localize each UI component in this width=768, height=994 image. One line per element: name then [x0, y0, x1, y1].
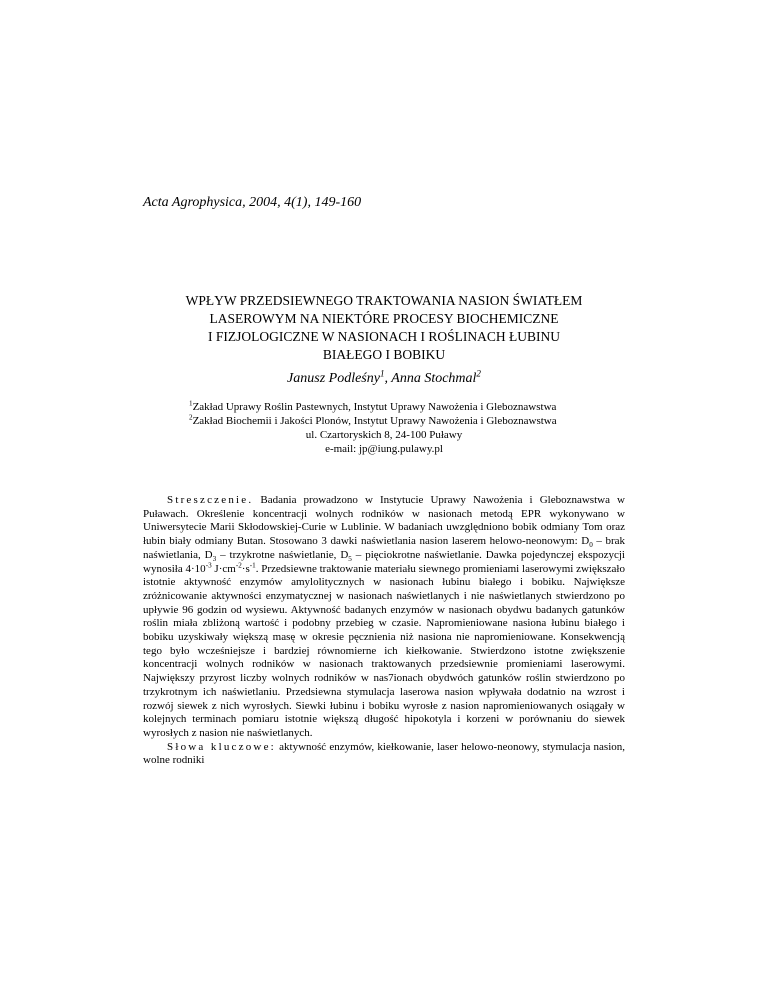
exponent: -1: [249, 560, 256, 569]
author-name: Anna Stochmal: [391, 371, 477, 386]
abstract-label: Streszczenie.: [167, 494, 254, 506]
keywords-label: Słowa kluczowe:: [167, 740, 276, 753]
abstract-paragraph: [143, 494, 625, 741]
abstract-text: Badania prowadzono w Instytucie Uprawy Nawożenia i Gleboznawstwa w Puławach. Określenie koncentracji wolnych rodników w nasionach metodą EPR wykonywano w Uniwersytecie Marii Skłodowskiej-Curie w Lublinie. W badaniach uwzględniono bobik odmiany Tom oraz łubin biały odmiany Butan. Stosowano 3 dawki naświetlania nasion laserem helowo-neonowym: D: [143, 494, 625, 548]
contact-email: e-mail: jp@iung.pulawy.pl: [325, 443, 443, 455]
affiliation-mark: 2: [189, 413, 193, 422]
keywords-paragraph: [143, 741, 625, 768]
dose-subscript: 0: [589, 541, 593, 550]
abstract-text: – brak naświetlania, D: [143, 535, 626, 561]
author-separator: ,: [384, 371, 392, 386]
affiliation-2: [100, 414, 668, 428]
title-line: LASEROWYM NA NIEKTÓRE PROCESY BIOCHEMICZNE: [209, 311, 559, 326]
affiliation-text: Zakład Biochemii i Jakości Plonów, Instytut Uprawy Nawożenia i Gleboznawstwa: [192, 415, 557, 427]
affiliations: [100, 400, 668, 456]
abstract-text: – pięciokrotne naświetlanie. Dawka pojedynczej ekspozycji wynosiła 4·10: [143, 548, 625, 575]
exponent: -2: [235, 560, 242, 569]
author-list: [100, 368, 668, 387]
title-line: WPŁYW PRZEDSIEWNEGO TRAKTOWANIA NASION ŚWIATŁEM: [185, 293, 583, 308]
exponent: -3: [205, 560, 212, 569]
postal-address: ul. Czartoryskich 8, 24-100 Puławy: [305, 429, 463, 441]
keywords-text: aktywność enzymów, kiełkowanie, laser helowo-neonowy, stymulacja nasion, wolne rodniki: [143, 740, 626, 767]
title-line: BIAŁEGO I BOBIKU: [322, 347, 446, 362]
author-affiliation-mark: 2: [476, 368, 481, 379]
abstract-text: . Przedsiewne traktowanie materiału siewnego promieniami laserowymi zwiększało istotnie aktywność enzymów amylolitycznych w nasionach łubinu białego i bobiku. Największe zróżnicowanie aktywności enzymatycznej w nasionach naświetlanych i nie naświetlanych stwierdzono po upływie 96 godzin od wysiewu. Aktywność badanych enzymów w nasionach obydwu badanych gatunków roślin miała zbliżoną wartość i podobny przebieg w czasie. Napromieniowane nasiona łubinu białego i bobiku uzyskiwały większą masę w okresie pęcznienia niż nasiona nie napromieniowane. Konsekwencją tego było wcześniejsze i bardziej równomierne ich kiełkowanie. Stwierdzono istotne zwiększenie koncentracji wolnych rodników w nasionach traktowanych przedsiewnie promieniami laserowymi. Największy przyrost liczby wolnych rodników w nas7ionach obydwóch gatunków roślin stwierdzono po trzykrotnym ich naświetlaniu. Przedsiewna stymulacja laserowa nasion wpływała dodatnio na wzrost i rozwój siewek z nich wyrosłych. Siewki łubinu i bobiku wyrosłe z nasion napromieniowanych osiągały w kolejnych terminach pomiaru istotnie większą długość hipokotyla i korzeni w porównaniu do siewek wyrosłych z nasion nie naświetlanych.: [143, 562, 625, 739]
article-title: [100, 292, 668, 364]
affiliation-mark: 1: [189, 399, 193, 408]
abstract-text: J·cm: [211, 562, 236, 575]
author-affiliation-mark: 1: [379, 368, 385, 379]
affiliation-text: Zakład Uprawy Roślin Pastewnych, Instytut Uprawy Nawożenia i Gleboznawstwa: [192, 401, 557, 413]
title-line: I FIZJOLOGICZNE W NASIONACH I ROŚLINACH ŁUBINU: [208, 329, 560, 344]
journal-citation: Acta Agrophysica, 2004, 4(1), 149-160: [143, 195, 362, 210]
dose-subscript: 3: [212, 555, 217, 563]
abstract-block: [143, 494, 625, 768]
dose-subscript: 5: [348, 555, 352, 563]
author-name: Janusz Podleśny: [287, 371, 380, 386]
abstract-text: – trzykrotne naświetlanie, D: [216, 548, 349, 561]
abstract-text: ·s: [241, 562, 250, 575]
affiliation-1: [100, 400, 668, 414]
